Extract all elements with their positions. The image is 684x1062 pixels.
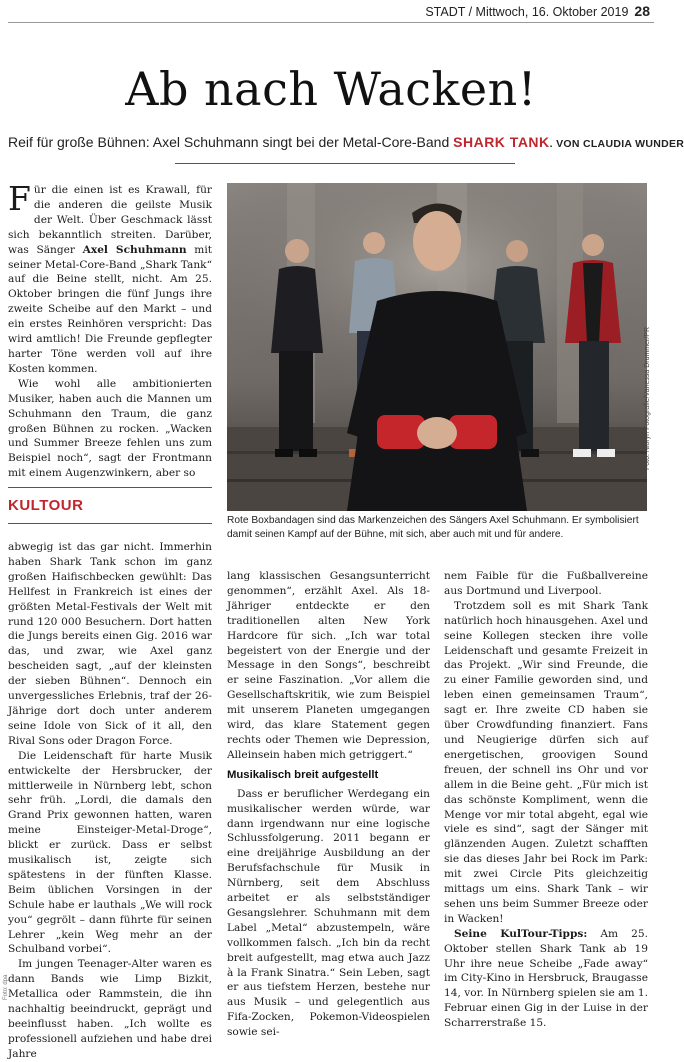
lead-paragraph [8, 179, 212, 377]
kultour-label: KULTOUR [8, 497, 84, 514]
section-subheading: Musikalisch breit aufgestellt [227, 768, 379, 781]
band-name: SHARK TANK [453, 134, 550, 150]
kultour-tips [444, 927, 648, 1031]
band-photo-illustration [227, 183, 647, 511]
kultour-tips-text: Am 25. Oktober stellen Shark Tank ab 19 Uhr ihre neue Scheibe „Fade away“ im City-Kino in Hersbruck, Braugasse 14, vor. In Nürnberg spielen sie am 1. Februar einen Gig in der Luise in der Scharrerstraße 15. [444, 927, 648, 1030]
page-number: 28 [634, 3, 650, 19]
lead-text-b: mit seiner Metal-Core-Band „Shark Tank“ auf die Beine stellt, nicht. Am 25. Oktober bringen die fünf Jungs ihre zweite Scheibe auf den Markt – und ein erstes Reinhören verspricht: Das wird amtlich! Die Freunde gepflegter harter Töne werden voll auf ihre Kosten kommen. [8, 243, 212, 375]
paragraph: Dass er beruflicher Werdegang ein musikalischer werden würde, war dann irgendwann nur eine logische Schlussfolgerung. 2011 begann er eine dreijährige Ausbildung an der Berufsfachschule für Musik in Nürnberg, seit dem Abschluss arbeitet er als selbstständiger Gesangslehrer. Schuhmann mit dem Label „Metal“ abzustempeln, wäre vollkommen falsch. „Ich bin da recht breit aufgestellt, mag etwa auch Jazz à la Frank Sinatra.“ Sein Leben, sagt er aus tiefstem Herzen, bestehe nur aus Musik – und gelegentlich aus Fifa-Zocken, Pokemon-Videospielen sowie sei- [227, 787, 430, 1039]
lead-text-a: ür die einen ist es Krawall, für die anderen die geilste Musik der Welt. Über Geschmack lässt sich bekanntlich streiten. Darüber, was Sänger [8, 184, 212, 256]
paragraph: Im jungen Teenager-Alter waren es dann Bands wie Limp Bizkit, Metallica oder Rammstein, die ihn nachhaltig beeindruckt, geprägt und beeinflusst haben. „Ich wollte es professionell aufziehen und habe drei Jahre [8, 958, 212, 1060]
paragraph: Wie wohl alle ambitionierten Musiker, haben auch die Mannen um Schuhmann den Traum, die ganz großen Bühnen zu rocken. „Wacken und Summer Breeze fehlen uns zum Beispiel noch“, sagt der Frontmann mit einem Augenzwinkern, aber so [8, 377, 212, 480]
paragraph: lang klassischen Gesangsunterricht genommen“, erzählt Axel. Als 18-Jähriger entdeckte er den traditionellen alten New York Hardcore für sich. „Ich war total begeistert von der Energie und der Message in den Songs“, beschreibt er seine Faszination. „Vor allem die Gesellschaftskritik, wie zum Beispiel mit unserem Planeten umgegangen wird, das klare Statement gegen rechts oder Themen wie Depression, Alleinsein haben mich getriggert.“ [227, 570, 430, 761]
photo-credit: Foto: Nioryn Fotografie/Vanessa Drummer/PR [644, 326, 651, 470]
article-column-1-bottom [8, 540, 212, 1060]
subheadline-divider [175, 163, 515, 164]
paragraph: nem Faible für die Fußballvereine aus Dortmund und Liverpool. [444, 570, 648, 597]
side-credit: Foto: dpa [3, 974, 9, 1000]
header-divider [8, 22, 654, 23]
paragraph: Die Leidenschaft für harte Musik entwickelte der Hersbrucker, der mittlerweile in Nürnberg lebt, schon sehr früh. „Lordi, die damals den Grand Prix gewonnen hatten, waren meine Einsteiger-Metal-Droge“, blickt er zurück. Dass er selbst musikalisch ist, zeigte sich spätestens in der fünften Klasse. Beim üblichen Vorsingen in der Schule habe er lauthals „We will rock you“ gegrölt – dann führte für seinen Lehrer „kein Weg mehr an der Schulband vorbei“. [8, 749, 212, 956]
singer-name: Axel Schuhmann [82, 243, 187, 256]
header-section: STADT / Mittwoch, 16. Oktober 2019 [425, 5, 629, 19]
subheadline [8, 134, 684, 150]
subheadline-text: Reif für große Bühnen: Axel Schuhmann singt bei der Metal-Core-Band [8, 134, 454, 150]
headline: Ab nach Wacken! [125, 62, 537, 116]
kultour-divider-bottom [8, 523, 212, 524]
paragraph: Trotzdem soll es mit Shark Tank natürlich hoch hinausgehen. Axel und seine Kollegen stecken ihre volle Leidenschaft und gesamte Freizeit in das Projekt. „Wir sind Freunde, die zu einer Familie geworden sind, und leben einen gemeinsamen Traum“, sagt er. Ihre zweite CD haben sie über Crowdfunding finanziert. Fans und Neugierige dürfen sich auf energetischen, groovigen Sound freuen, der schnell ins Ohr und vor allem in die Beine geht. „Für mich ist das schönste Kompliment, wenn die Menge vor mir total abgeht, egal wie viele es sind“, sagt der Sänger mit glänzenden Augen. Zuletzt schafften sie das dieses Jahr bei Rock im Park: mit zwei Circle Pits gleichzeitig mittags um eins. Shark Tank – wir sehen uns beim Summer Breeze oder in Wacken! [444, 599, 648, 925]
kultour-divider-top [8, 487, 212, 488]
paragraph: abwegig ist das gar nicht. Immerhin haben Shark Tank schon im ganz großen Haifischbecken gewühlt: Das Hellfest in Frankreich ist eines der größten Metal-Festivals der Welt mit rund 120 000 Besuchern. Dort hatten die Jungs bereits einen Gig. 2016 war das, und zwar, wie Axel ganz bescheiden sagt, „auf der kleinsten der sieben Bühnen“. Dennoch ein unvergessliches Erlebnis, traf der 26-Jährige dort doch unter anderem seine Idole von Sick of it all, den Rival Sons oder Dragon Force. [8, 541, 212, 747]
photo-caption: Rote Boxbandagen sind das Markenzeichen des Sängers Axel Schuhmann. Er symbolisiert damit seinen Kampf auf der Bühne, mit sich, aber auch mit und für andere. [227, 515, 639, 540]
byline: . VON CLAUDIA WUNDER [549, 138, 684, 150]
article-column-1-top [8, 179, 212, 480]
page-header [425, 3, 650, 19]
band-photo [227, 183, 647, 511]
article-column-2 [227, 569, 430, 1039]
article-column-3 [444, 569, 648, 1030]
kultour-tips-label: Seine KulTour-Tipps: [454, 927, 588, 940]
drop-cap: F [8, 179, 31, 218]
